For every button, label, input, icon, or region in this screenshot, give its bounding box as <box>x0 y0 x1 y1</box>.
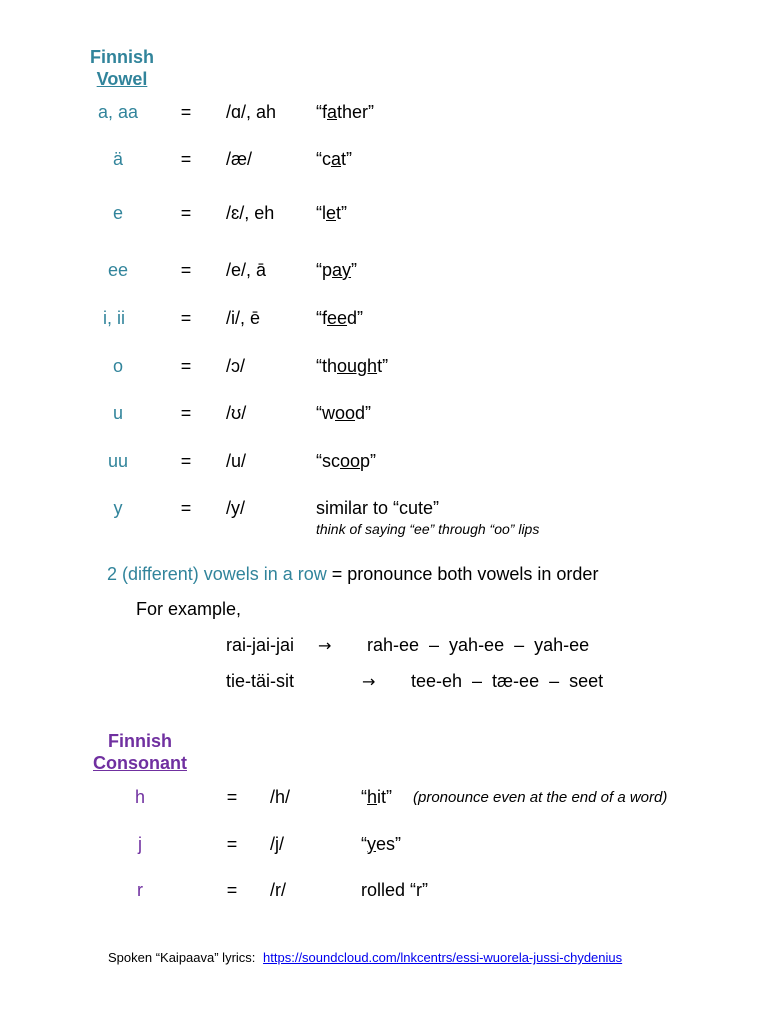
ipa-value: /ɛ/, eh <box>226 203 275 223</box>
diphthong-rule-rest: = pronounce both vowels in order <box>326 564 599 584</box>
example-word: “father” <box>316 102 375 122</box>
equals-sign: = <box>180 403 192 423</box>
consonant-section-header <box>86 730 194 774</box>
equals-sign: = <box>180 260 192 280</box>
ipa-value: /ɔ/ <box>226 356 246 376</box>
equals-sign: = <box>180 102 192 122</box>
example-word: “thought” <box>316 356 389 376</box>
footer-label: Spoken “Kaipaava” lyrics: <box>108 950 256 965</box>
right-arrow-icon: → <box>362 672 376 691</box>
ipa-value: /y/ <box>226 498 246 518</box>
example-word: “wood” <box>316 403 372 423</box>
vowel-header-line1: Finnish <box>90 47 154 67</box>
diphthong-rule-lead: 2 (different) vowels in a row <box>107 564 327 584</box>
footer <box>108 950 622 966</box>
equals-sign: = <box>180 203 192 223</box>
example-finnish-word: rai-jai-jai <box>226 635 295 655</box>
ipa-value: /i/, ē <box>226 308 261 328</box>
ipa-value: /u/ <box>226 451 247 471</box>
equals-sign: = <box>226 834 238 854</box>
example-word: “hit” <box>361 787 393 807</box>
consonant-header-line1: Finnish <box>108 731 172 751</box>
vowel-letter: uu <box>107 451 129 471</box>
equals-sign: = <box>180 498 192 518</box>
vowel-section-header <box>82 46 162 90</box>
vowel-letter: u <box>112 403 123 423</box>
vowel-letter: o <box>112 356 123 376</box>
ipa-value: /ɑ/, ah <box>226 102 277 122</box>
vowel-header-line2: Vowel <box>96 69 148 89</box>
equals-sign: = <box>180 356 192 376</box>
diphthong-rule <box>107 563 598 585</box>
consonant-letter: h <box>134 787 145 807</box>
example-word: “yes” <box>361 834 402 854</box>
equals-sign: = <box>226 880 238 900</box>
equals-sign: = <box>180 149 192 169</box>
equals-sign: = <box>180 451 192 471</box>
equals-sign: = <box>180 308 192 328</box>
for-example-label: For example, <box>136 599 242 619</box>
example-pronunciation: rah-ee – yah-ee – yah-ee <box>367 635 590 655</box>
vowel-letter: e <box>112 203 123 223</box>
example-pronunciation: tee-eh – tæ-ee – seet <box>411 671 604 691</box>
vowel-letter: ee <box>107 260 129 280</box>
vowel-letter: y <box>113 498 123 518</box>
consonant-letter: r <box>137 880 143 900</box>
example-word: “cat” <box>316 149 353 169</box>
equals-sign: = <box>226 787 238 807</box>
example-finnish-word: tie-täi-sit <box>226 671 295 691</box>
right-arrow-icon: → <box>318 636 332 655</box>
soundcloud-link[interactable]: https://soundcloud.com/lnkcentrs/essi-wuorela-jussi-chydenius <box>263 950 623 965</box>
consonant-header-line2: Consonant <box>93 753 187 773</box>
example-word: “feed” <box>316 308 364 328</box>
example-word: rolled “r” <box>361 880 429 900</box>
consonant-letter: j <box>138 834 142 854</box>
vowel-letter: ä <box>112 149 123 169</box>
vowel-letter: i, ii <box>103 308 125 328</box>
y-vowel-note: think of saying “ee” through “oo” lips <box>316 521 540 537</box>
ipa-value: /j/ <box>270 834 285 854</box>
example-word: “scoop” <box>316 451 377 471</box>
ipa-value: /e/, ā <box>226 260 267 280</box>
example-word: similar to “cute” <box>316 498 440 518</box>
ipa-value: /h/ <box>270 787 291 807</box>
ipa-value: /æ/ <box>226 149 253 169</box>
ipa-value: /r/ <box>270 880 286 900</box>
example-word: “pay” <box>316 260 358 280</box>
h-consonant-note: (pronounce even at the end of a word) <box>413 789 668 806</box>
example-word: “let” <box>316 203 348 223</box>
ipa-value: /ʊ/ <box>226 403 247 423</box>
vowel-letter: a, aa <box>97 102 139 122</box>
